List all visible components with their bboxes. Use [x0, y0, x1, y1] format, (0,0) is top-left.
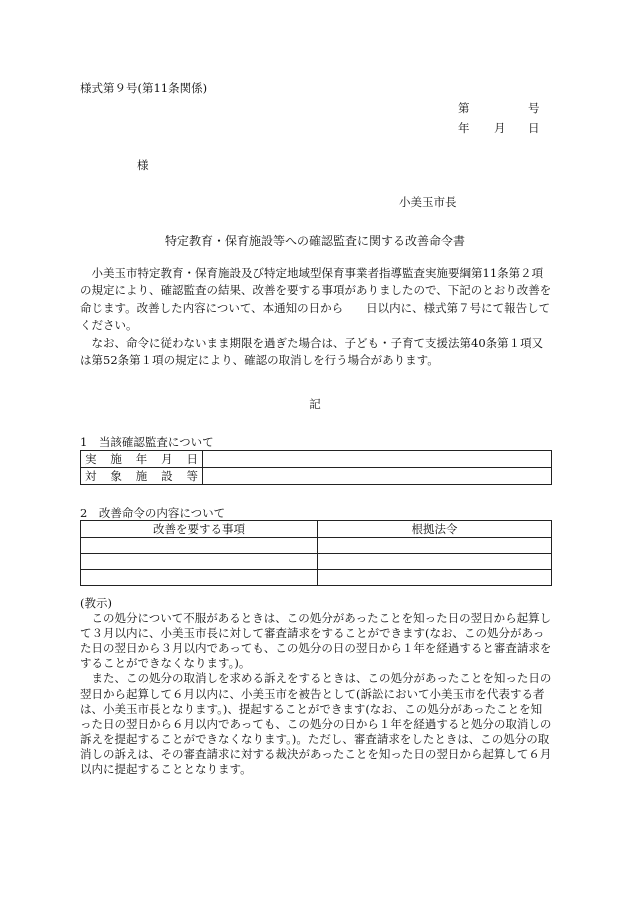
column-header-item: 改善を要する事項 [81, 521, 318, 538]
table-cell [81, 570, 318, 586]
form-number: 様式第９号(第11条関係) [80, 81, 208, 95]
notice-paragraph: この処分について不服があるときは、この処分があったことを知った日の翌日から起算して３月以内に、小美玉市長に対して審査請求をすることができます(なお、この処分があった日の翌日から３月以内であっても、この処分の日の翌日から１年を経過すると審査請求をすることができなくなります。)。 [80, 611, 552, 671]
ki-heading: 記 [309, 397, 321, 411]
row-label-date: 実施年月日 [81, 451, 203, 468]
body-paragraph: 小美玉市特定教育・保育施設及び特定地域型保育事業者指導監査実施要綱第11条第２項の規定により、確認監査の結果、改善を要する事項がありましたので、下記のとおり改善を命じます。改善した内容について、本通知の日から 日以内に、様式第７号にて報告してください。 [80, 266, 552, 333]
body-text [80, 265, 552, 369]
doc-number-suffix: 号 [528, 101, 540, 115]
table-cell [318, 570, 552, 586]
row-value-facility [203, 468, 552, 485]
date-month: 月 [494, 121, 506, 135]
notice-heading: (教示) [80, 596, 112, 610]
row-label-facility: 対象施設等 [81, 468, 203, 485]
improvement-table [80, 520, 552, 586]
row-value-date [203, 451, 552, 468]
table-header-row [81, 521, 552, 538]
date-day: 日 [528, 121, 540, 135]
table-row [81, 468, 552, 485]
date-year: 年 [458, 121, 470, 135]
table-cell [318, 554, 552, 570]
table-cell [318, 538, 552, 554]
table-cell [81, 554, 318, 570]
table-row [81, 538, 552, 554]
notice-paragraph: また、この処分の取消しを求める訴えをするときは、この処分があったことを知った日の翌日から起算して６月以内に、小美玉市を被告として(訴訟において小美玉市を代表する者は、小美玉市長となります。)、提起することができます(なお、この処分があったことを知った日の翌日から６月以内であっても、この処分の日から１年を経過すると処分の取消しの訴えを提起することができなくなります。)。ただし、審査請求をしたときは、この処分の取消しの訴えは、その審査請求に対する裁決があったことを知った日の翌日から起算して６月以内に提起することとなります。 [80, 671, 552, 777]
table-row [81, 554, 552, 570]
doc-number-prefix: 第 [458, 101, 470, 115]
appeal-notice [80, 596, 552, 777]
section1-heading: 1 当該確認監査について [80, 435, 214, 449]
column-header-law: 根拠法令 [318, 521, 552, 538]
addressee: 様 [137, 158, 149, 172]
audit-info-table [80, 450, 552, 485]
table-cell [81, 538, 318, 554]
table-row [81, 570, 552, 586]
body-paragraph: なお、命令に従わないまま期限を過ぎた場合は、子ども・子育て支援法第40条第１項又は第52条第１項の規定により、確認の取消しを行う場合があります。 [80, 335, 544, 368]
issuer: 小美玉市長 [399, 195, 457, 209]
document-title: 特定教育・保育施設等への確認監査に関する改善命令書 [164, 234, 465, 248]
section2-heading: 2 改善命令の内容について [80, 506, 226, 520]
table-row [81, 451, 552, 468]
